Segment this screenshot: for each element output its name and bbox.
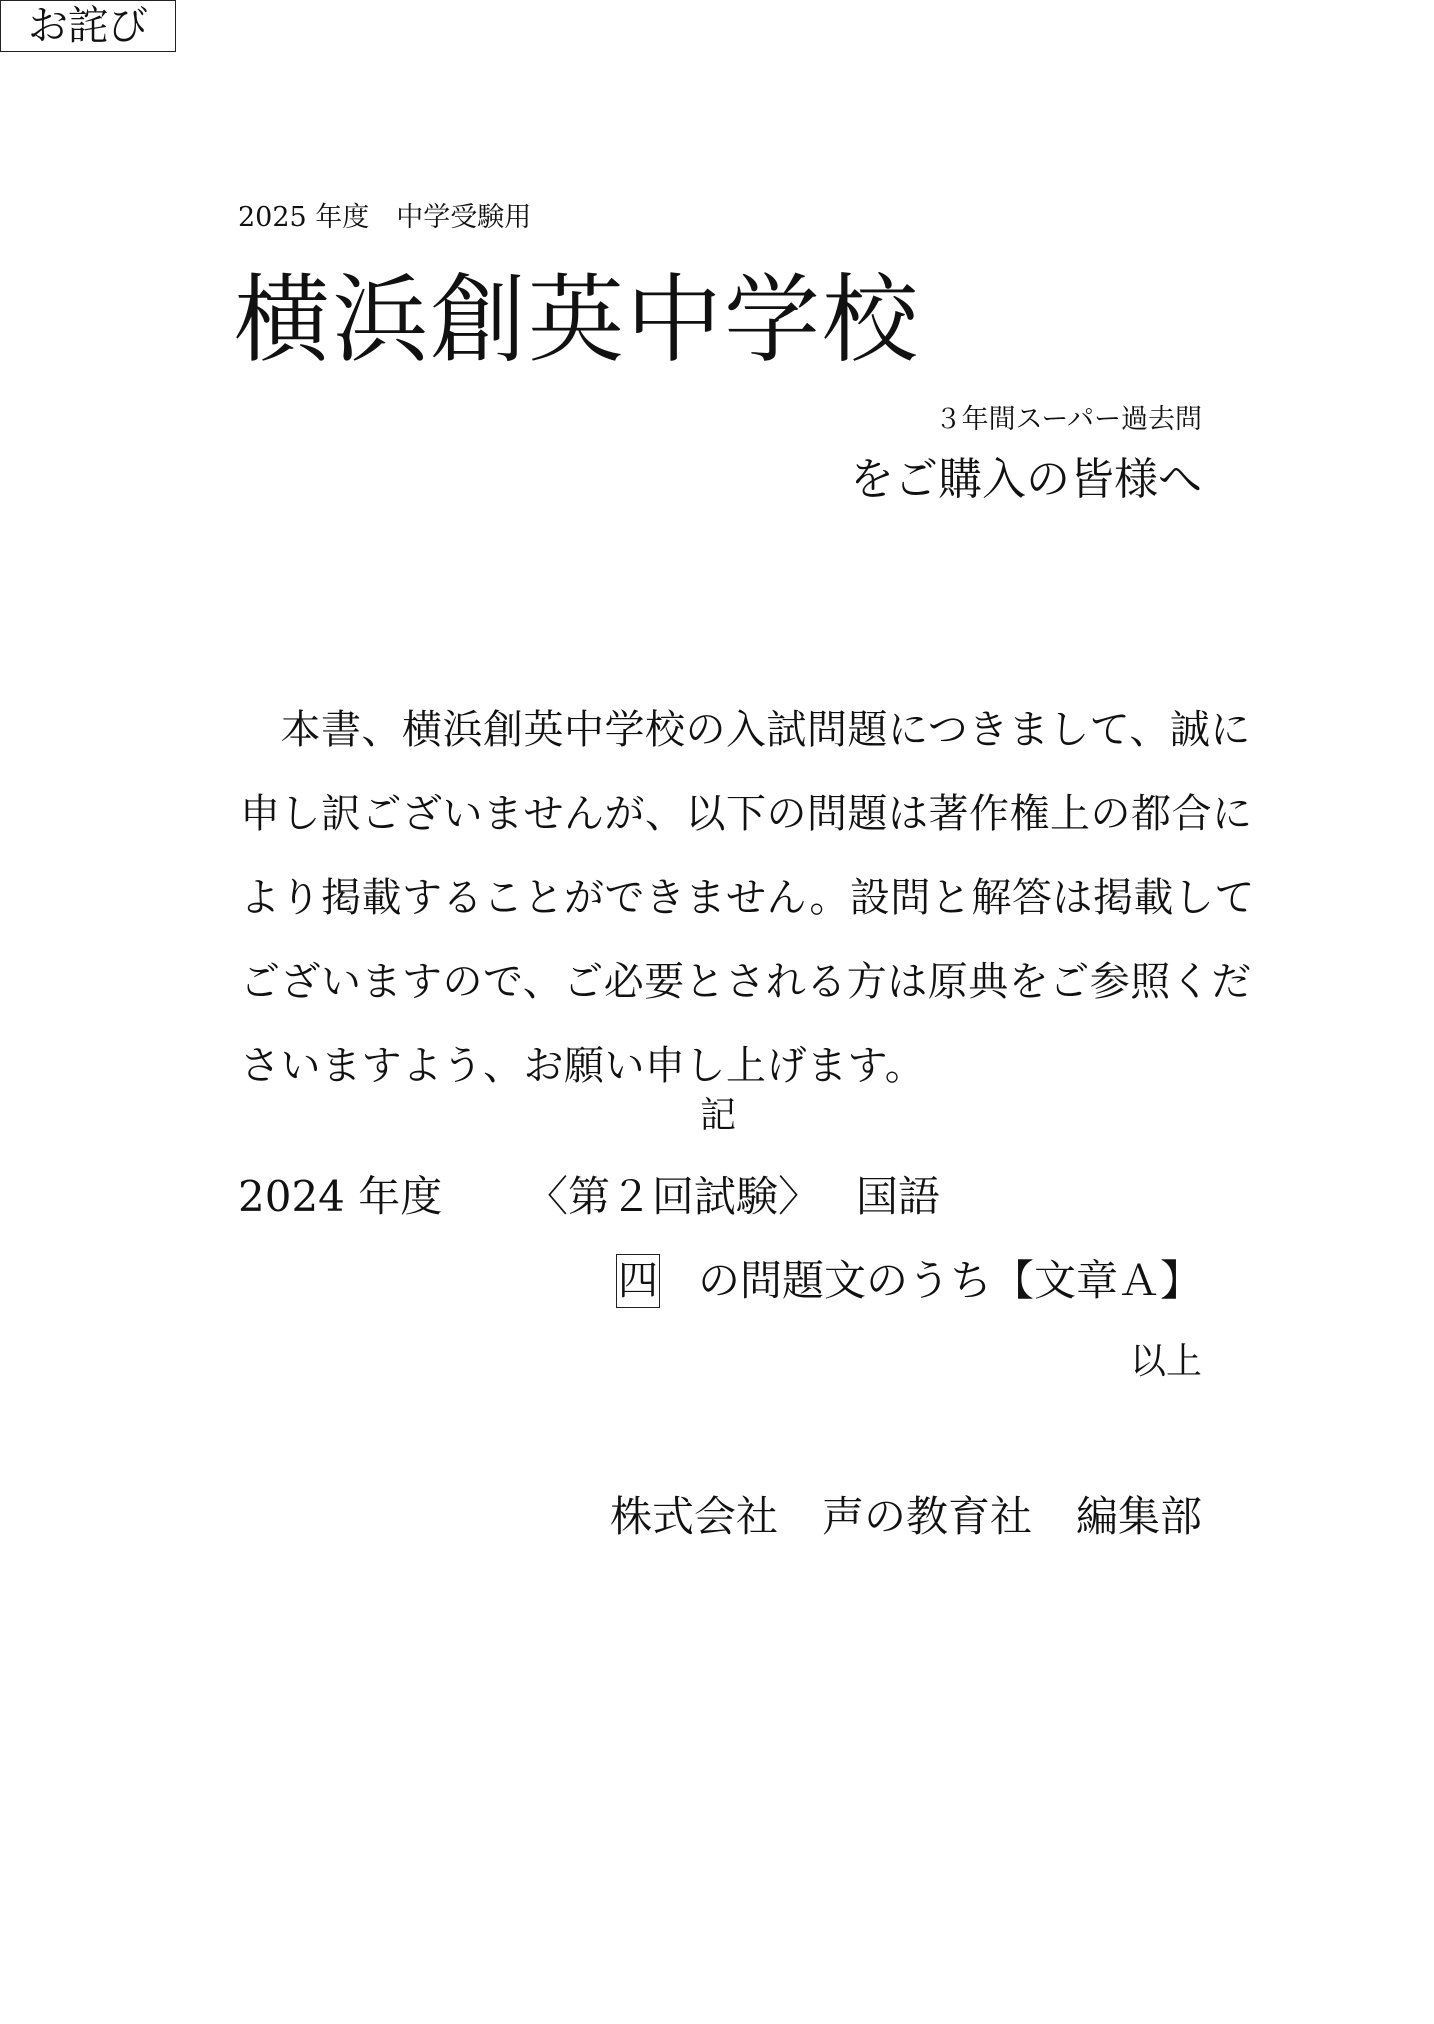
notice-body <box>240 688 1255 1108</box>
exam-info-line <box>238 1172 941 1221</box>
ki-label: 記 <box>700 1095 737 1136</box>
product-name: ３年間スーパー過去問 <box>934 404 1202 435</box>
apology-title: お詫び <box>28 3 148 49</box>
publisher-line <box>609 1492 1202 1541</box>
greeting-text: をご購入の皆様へ <box>850 454 1202 505</box>
exam-round: 〈第２回試験〉 <box>526 1172 821 1221</box>
exam-year: 2024 年度 <box>238 1172 443 1221</box>
notice-body-line: より掲載することができません。設問と解答は掲載して <box>240 875 1255 921</box>
publisher-department: 編集部 <box>1075 1492 1202 1541</box>
publisher-company-name: 声の教育社 <box>821 1492 1032 1541</box>
notice-body-line: ございますので、ご必要とされる方は原典をご参照くだ <box>240 959 1252 1005</box>
exam-subject: 国語 <box>856 1172 941 1221</box>
notice-body-line: 本書、横浜創英中学校の入試問題につきまして、誠に <box>240 707 1251 753</box>
apology-title-box <box>0 0 176 52</box>
school-name-title: 横浜創英中学校 <box>234 264 920 376</box>
notice-body-line: さいますよう、お願い申し上げます。 <box>240 1043 926 1089</box>
question-number-box: 四 <box>616 1254 660 1308</box>
notice-body-line: 申し訳ございませんが、以下の問題は著作権上の都合に <box>240 791 1253 837</box>
year-label: 2025 年度 中学受験用 <box>238 202 532 233</box>
ijou-label: 以上 <box>1129 1341 1202 1382</box>
question-text: の問題文のうち【文章Ａ】 <box>697 1256 1202 1305</box>
question-info-line <box>616 1254 1202 1308</box>
publisher-company-type: 株式会社 <box>609 1492 778 1541</box>
